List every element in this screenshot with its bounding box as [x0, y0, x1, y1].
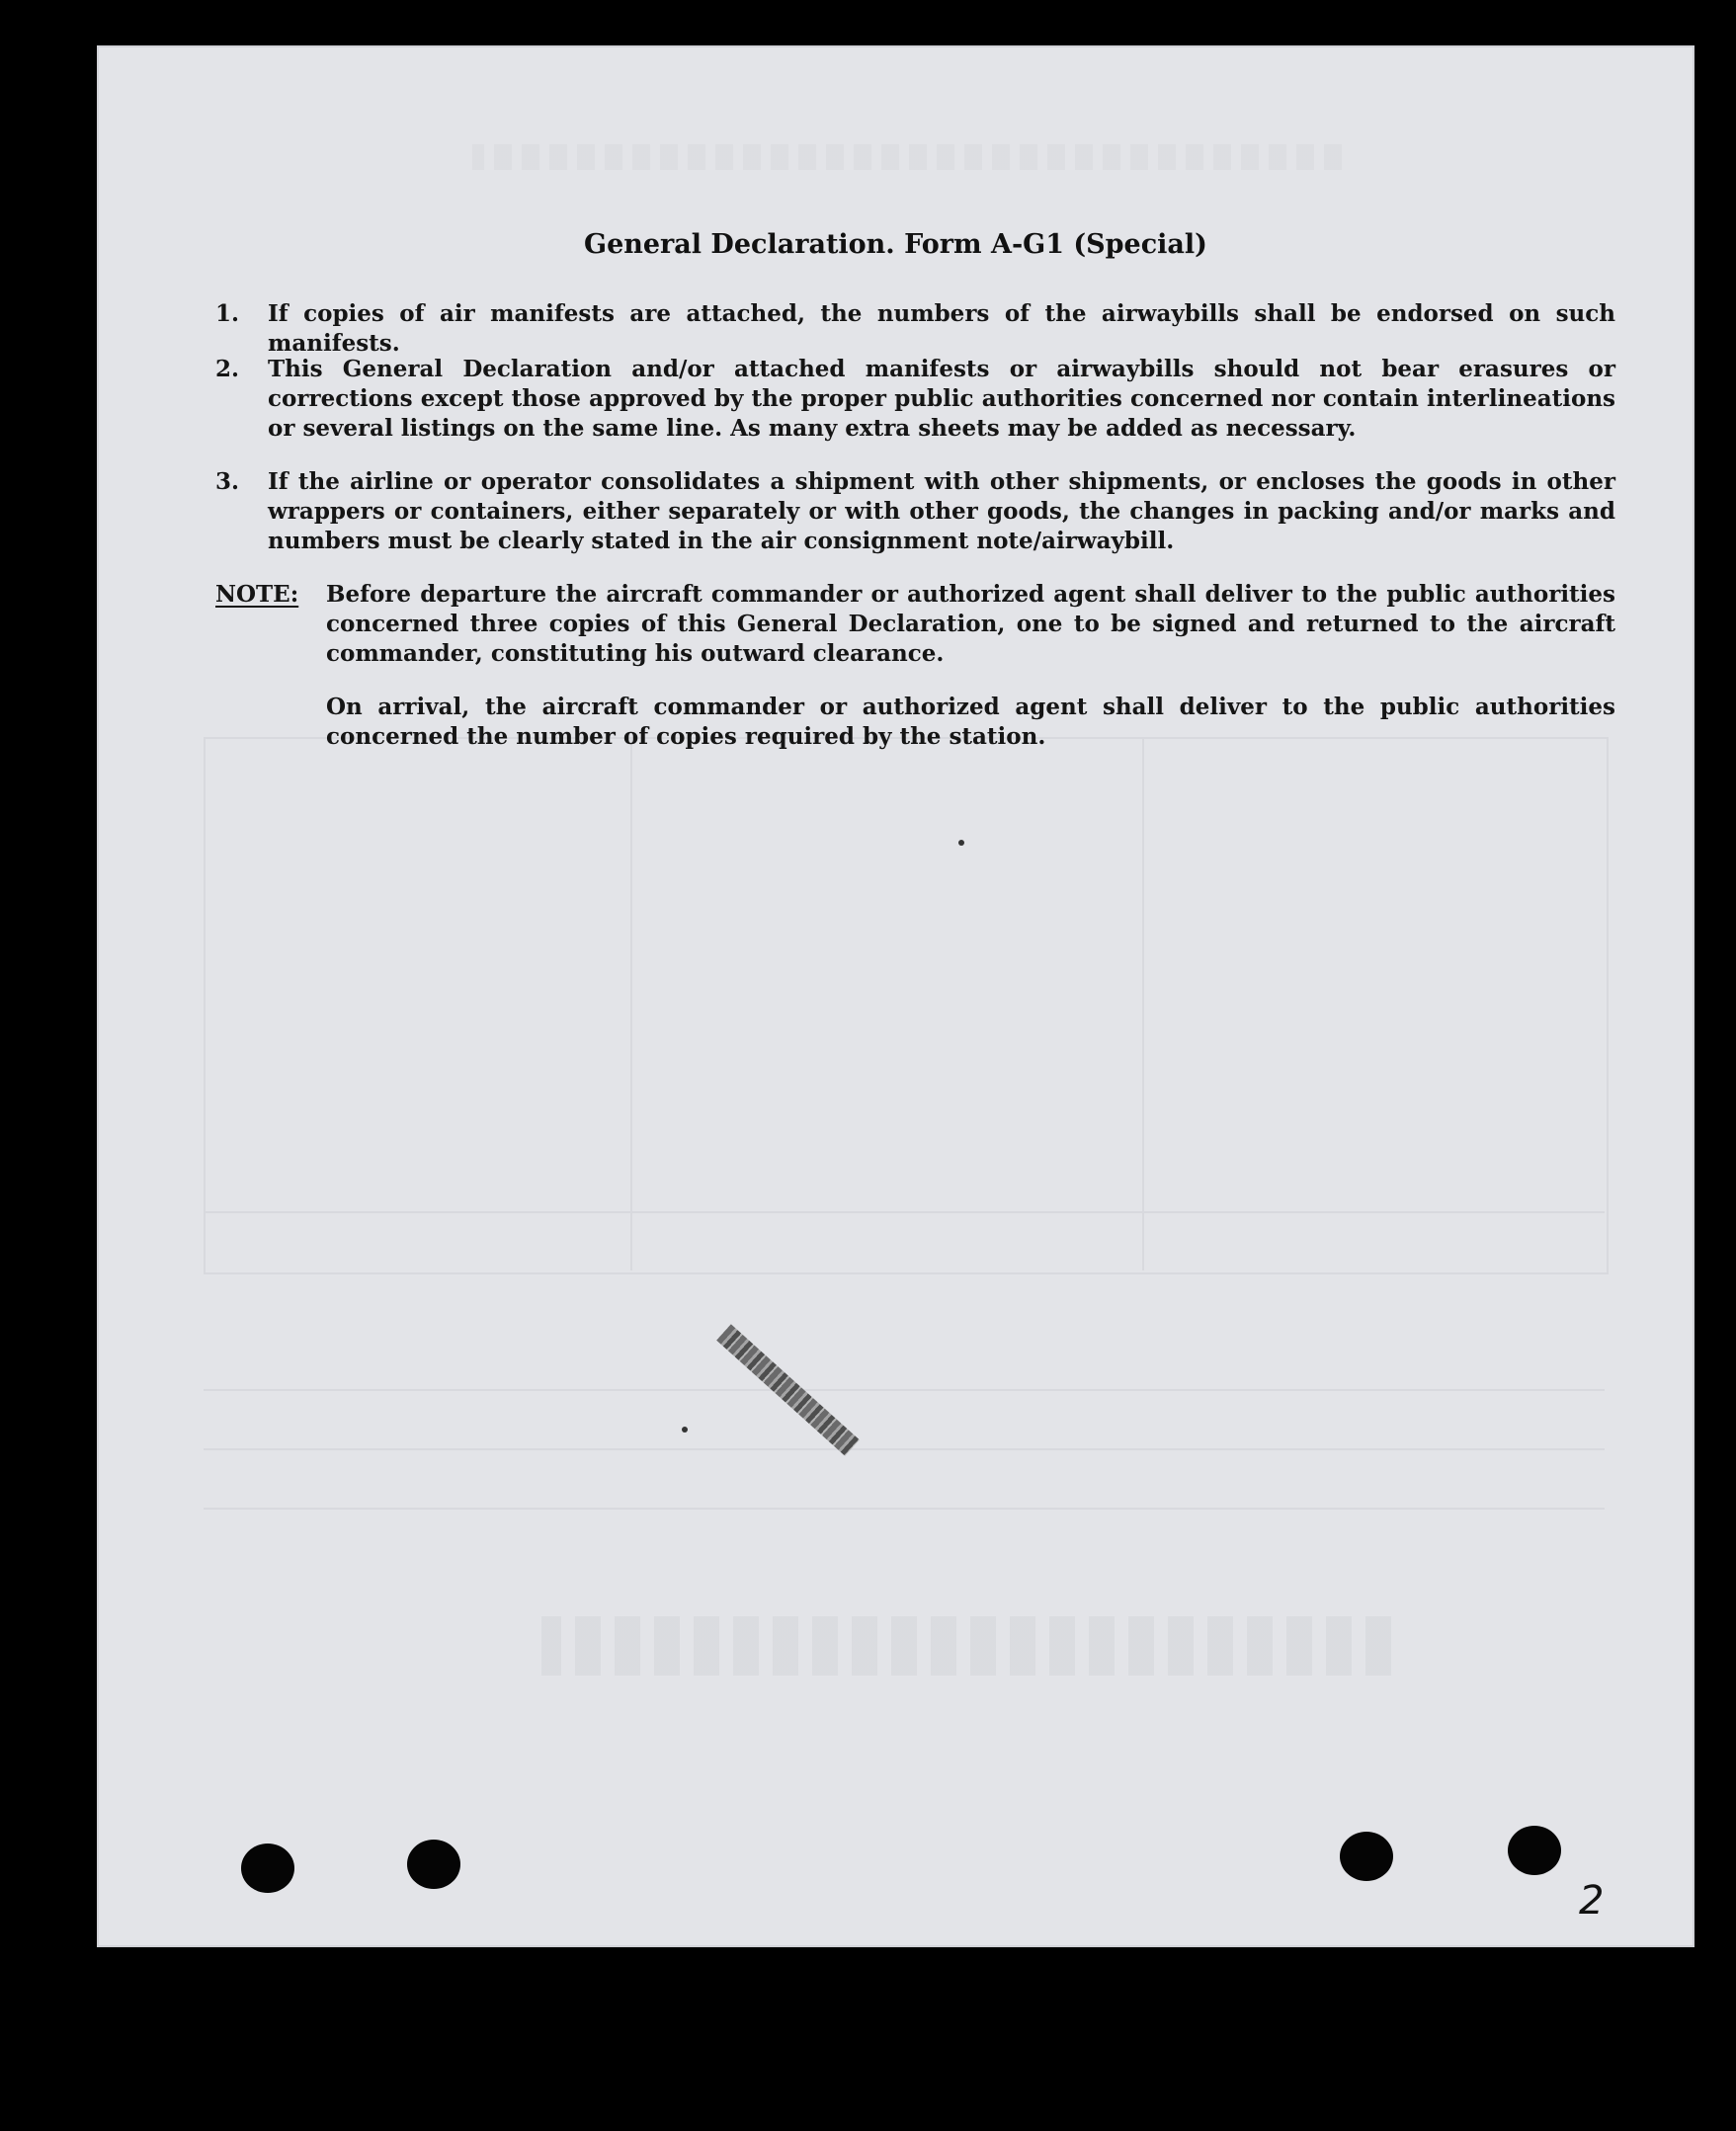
note-label: NOTE: — [215, 581, 299, 608]
item-text: This General Declaration and/or attached manifests or airwaybills should not bear erasures or corrections except those approved by the proper public authorities concerned nor contain interlineations or several listings on the same line. As many extra sheets may be added as necessary. — [268, 356, 1615, 442]
note-paragraph: On arrival, the aircraft commander or authorized agent shall deliver to the public authorities concerned the number of copies required by the station. — [326, 694, 1615, 750]
instruction-item — [215, 299, 1615, 359]
item-number: 1. — [215, 300, 240, 327]
ink-speck — [682, 1427, 688, 1433]
show-through-heading — [541, 1616, 1391, 1676]
show-through-rule — [1142, 737, 1144, 1270]
item-text: If the airline or operator consolidates a shipment with other shipments, or encloses the goods in other wrappers or containers, either separately or with other goods, the changes in packing and/or marks and numbers must be clearly stated in the air consignment note/airwaybill. — [268, 468, 1615, 554]
show-through-table — [204, 737, 1609, 1274]
paper-sheet — [97, 45, 1695, 1947]
show-through-rule — [204, 1448, 1605, 1450]
page-title: General Declaration. Form A-G1 (Special) — [584, 229, 1207, 260]
item-number: 2. — [215, 356, 240, 382]
note-section — [215, 580, 1615, 752]
item-number: 3. — [215, 468, 240, 495]
show-through-rule — [204, 1389, 1605, 1391]
instruction-item — [215, 355, 1615, 444]
punch-hole — [241, 1844, 294, 1893]
ink-speck — [958, 840, 964, 846]
punch-hole — [1508, 1826, 1561, 1875]
show-through-rule — [630, 737, 632, 1270]
punch-hole — [1340, 1832, 1393, 1881]
show-through-rule — [204, 1211, 1605, 1213]
handwritten-page-mark: 2 — [1579, 1878, 1605, 1924]
note-paragraph: Before departure the aircraft commander or authorized agent shall deliver to the public authorities concerned three copies of this General Declaration, one to be signed and returned to the aircraft commander, constituting his outward clearance. — [326, 581, 1615, 667]
show-through-heading — [472, 144, 1342, 170]
punch-hole — [407, 1840, 460, 1889]
item-text: If copies of air manifests are attached, the numbers of the airwaybills shall be endorsed on such manifests. — [268, 300, 1615, 357]
show-through-rule — [204, 1508, 1605, 1510]
instruction-item — [215, 467, 1615, 556]
